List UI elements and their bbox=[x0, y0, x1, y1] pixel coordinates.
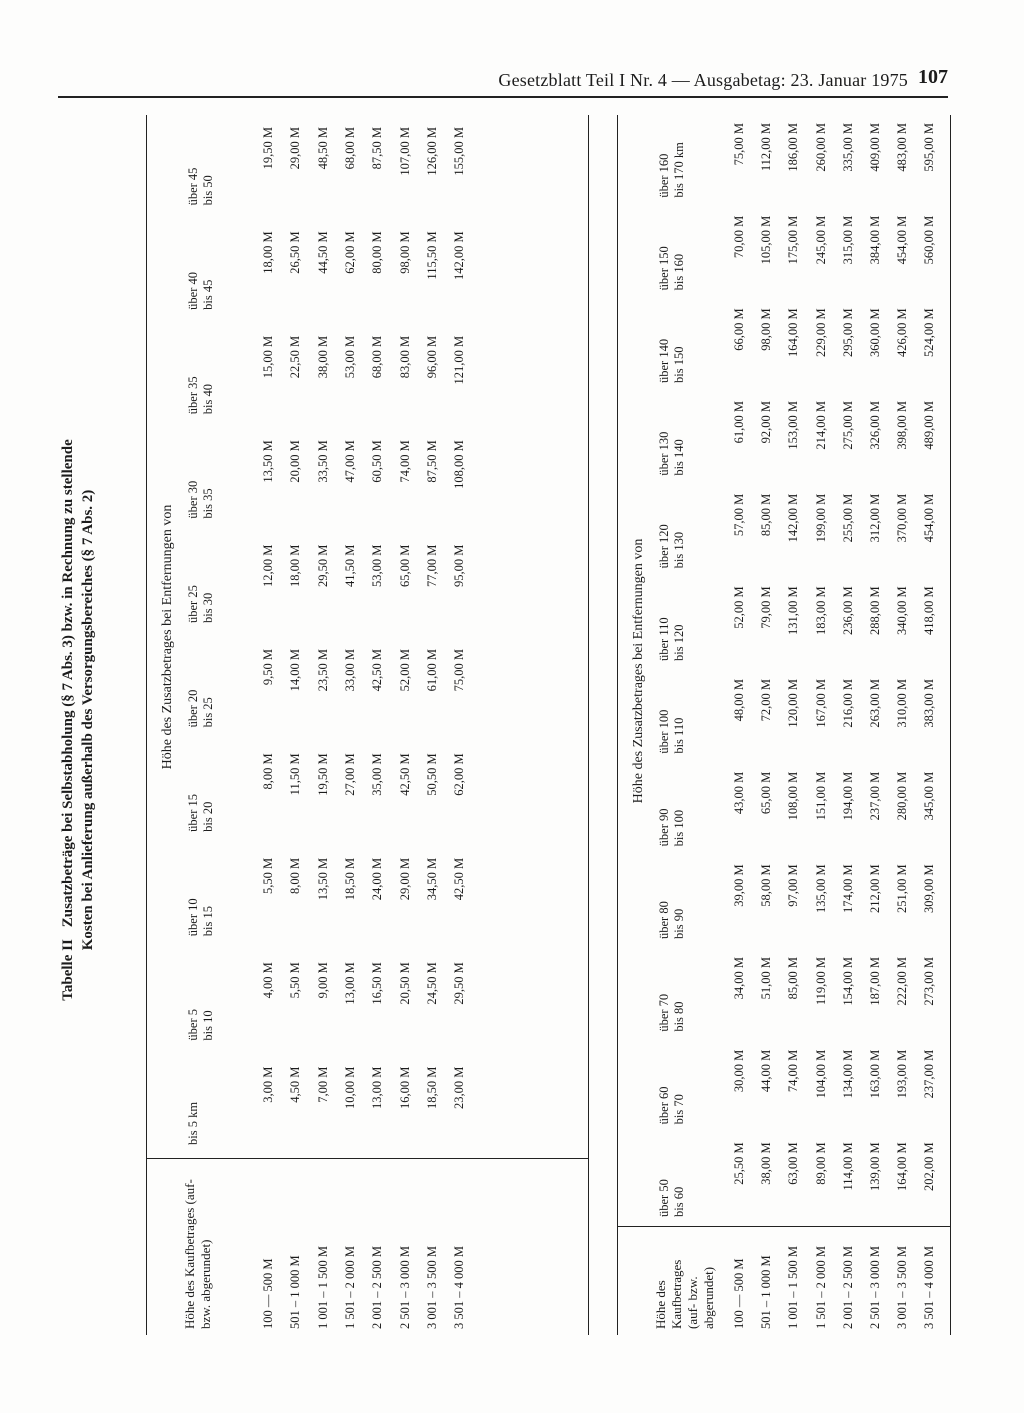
table-cell-value: 42,50 M bbox=[370, 649, 385, 692]
table-cell-value: 19,50 M bbox=[261, 127, 275, 170]
row-label-purchase-amount: 3 001 – 3 500 M bbox=[424, 1246, 439, 1329]
table-cell-value: 163,00 M bbox=[868, 1049, 882, 1099]
table-cell-value: 383,00 M bbox=[922, 679, 937, 728]
table-cell-value: 409,00 M bbox=[868, 123, 882, 172]
column-header: über 45 bis 50 bbox=[186, 167, 215, 206]
table-cell-value: 398,00 M bbox=[895, 401, 910, 450]
column-header: über 40 bis 45 bbox=[186, 271, 215, 310]
table-cell-value: 199,00 M bbox=[813, 493, 828, 543]
table-cell-value: 7,00 M bbox=[315, 1066, 330, 1103]
table-cell-value: 83,00 M bbox=[397, 335, 412, 379]
table-cell-value: 114,00 M bbox=[840, 1142, 855, 1191]
table-cell-value: 273,00 M bbox=[922, 957, 937, 1006]
table-cell-value: 175,00 M bbox=[786, 215, 801, 265]
table-cell-value: 13,50 M bbox=[315, 857, 330, 901]
row-label-purchase-amount: 100 — 500 M bbox=[261, 1258, 275, 1329]
table-cell-value: 236,00 M bbox=[840, 586, 855, 635]
table-cell-value: 4,00 M bbox=[261, 962, 275, 999]
table-cell-value: 229,00 M bbox=[813, 308, 828, 357]
table-cell-value: 42,50 M bbox=[397, 753, 412, 796]
table-cell-value: 61,00 M bbox=[732, 401, 746, 444]
column-header: über 110 bis 120 bbox=[657, 617, 686, 661]
caption-line-2: Kosten bei Anlieferung außerhalb des Versorgungsbereiches (§ 7 Abs. 2) bbox=[80, 489, 96, 951]
caption-line-1: Zusatzbeträge bei Selbstabholung (§ 7 Abs. 3) bzw. in Rechnung zu stellende bbox=[60, 439, 76, 928]
table-cell-value: 151,00 M bbox=[813, 771, 828, 821]
table-cell-value: 164,00 M bbox=[786, 308, 801, 357]
table-cell-value: 23,00 M bbox=[452, 1066, 467, 1109]
table-cell-value: 68,00 M bbox=[370, 335, 385, 379]
table-cell-value: 44,00 M bbox=[759, 1049, 774, 1093]
table-cell-value: 335,00 M bbox=[840, 123, 855, 172]
row-header-divider bbox=[146, 1158, 588, 1159]
header-rule bbox=[58, 96, 948, 98]
table-cell-value: 53,00 M bbox=[342, 335, 357, 379]
table-cell-value: 326,00 M bbox=[868, 401, 882, 450]
column-header: über 160 bis 170 km bbox=[657, 142, 686, 198]
table-cell-value: 65,00 M bbox=[759, 771, 774, 815]
column-header: über 80 bis 90 bbox=[657, 901, 686, 939]
table-cell-value: 33,50 M bbox=[315, 440, 330, 483]
column-header: über 50 bis 60 bbox=[657, 1179, 686, 1217]
row-header-label: Höhe des Kaufbetrages (auf- bzw. abgerundet) bbox=[182, 1179, 213, 1329]
table-distances-50-to-170km bbox=[617, 115, 950, 1335]
table-cell-value: 12,00 M bbox=[261, 544, 275, 587]
table-cell-value: 5,50 M bbox=[288, 962, 303, 999]
table-cell-value: 8,00 M bbox=[261, 753, 275, 790]
table-cell-value: 202,00 M bbox=[922, 1142, 937, 1191]
table-cell-value: 8,00 M bbox=[288, 857, 303, 894]
table-cell-value: 74,00 M bbox=[786, 1049, 801, 1093]
table-cell-value: 142,00 M bbox=[786, 493, 801, 543]
table-top-rule bbox=[146, 115, 147, 1335]
table-cell-value: 27,00 M bbox=[342, 753, 357, 796]
table-cell-value: 167,00 M bbox=[813, 679, 828, 728]
table-cell-value: 107,00 M bbox=[397, 127, 412, 176]
table-cell-value: 62,00 M bbox=[342, 231, 357, 274]
table-cell-value: 370,00 M bbox=[895, 493, 910, 543]
table-cell-value: 194,00 M bbox=[840, 771, 855, 821]
table-cell-value: 183,00 M bbox=[813, 586, 828, 635]
column-group-header: Höhe des Zusatzbetrages bei Entfernungen von bbox=[631, 538, 646, 804]
table-cell-value: 245,00 M bbox=[813, 215, 828, 265]
table-cell-value: 360,00 M bbox=[868, 308, 882, 357]
table-cell-value: 75,00 M bbox=[732, 123, 746, 166]
table-cell-value: 9,50 M bbox=[261, 649, 275, 686]
table-cell-value: 260,00 M bbox=[813, 123, 828, 172]
table-cell-value: 134,00 M bbox=[840, 1049, 855, 1099]
table-cell-value: 38,00 M bbox=[315, 335, 330, 379]
table-cell-value: 98,00 M bbox=[397, 231, 412, 274]
table-cell-value: 384,00 M bbox=[868, 215, 882, 265]
table-cell-value: 108,00 M bbox=[786, 771, 801, 821]
row-label-purchase-amount: 3 001 – 3 500 M bbox=[895, 1246, 910, 1329]
table-cell-value: 312,00 M bbox=[868, 493, 882, 543]
table-cell-value: 11,50 M bbox=[288, 753, 303, 796]
table-cell-value: 25,50 M bbox=[732, 1142, 746, 1185]
table-cell-value: 50,50 M bbox=[424, 753, 439, 796]
table-cell-value: 108,00 M bbox=[452, 440, 467, 489]
table-cell-value: 237,00 M bbox=[868, 771, 882, 821]
table-cell-value: 310,00 M bbox=[895, 679, 910, 728]
row-header-label: Höhe des Kaufbetrages (auf- bzw. abgerundet) bbox=[653, 1259, 716, 1329]
table-cell-value: 23,50 M bbox=[315, 649, 330, 692]
table-cell-value: 153,00 M bbox=[786, 401, 801, 450]
table-cell-value: 174,00 M bbox=[840, 864, 855, 913]
table-cell-value: 255,00 M bbox=[840, 493, 855, 543]
table-cell-value: 340,00 M bbox=[895, 586, 910, 635]
column-group-header: Höhe des Zusatzbetrages bei Entfernungen von bbox=[160, 504, 175, 770]
table-cell-value: 79,00 M bbox=[759, 586, 774, 629]
table-cell-value: 214,00 M bbox=[813, 401, 828, 450]
table-cell-value: 315,00 M bbox=[840, 215, 855, 265]
row-label-purchase-amount: 2 001 – 2 500 M bbox=[840, 1246, 855, 1329]
table-cell-value: 139,00 M bbox=[868, 1142, 882, 1191]
row-label-purchase-amount: 501 – 1 000 M bbox=[288, 1255, 303, 1329]
table-cell-value: 16,50 M bbox=[370, 962, 385, 1005]
column-header: über 10 bis 15 bbox=[186, 898, 215, 937]
table-cell-value: 5,50 M bbox=[261, 857, 275, 894]
table-cell-value: 135,00 M bbox=[813, 864, 828, 913]
table-cell-value: 295,00 M bbox=[840, 308, 855, 357]
table-cell-value: 309,00 M bbox=[922, 864, 937, 913]
table-cell-value: 87,50 M bbox=[370, 127, 385, 170]
table-cell-value: 85,00 M bbox=[759, 493, 774, 537]
table-cell-value: 29,00 M bbox=[397, 857, 412, 901]
table-cell-value: 186,00 M bbox=[786, 123, 801, 172]
table-cell-value: 154,00 M bbox=[840, 957, 855, 1006]
column-header: über 35 bis 40 bbox=[186, 376, 215, 415]
row-label-purchase-amount: 2 001 – 2 500 M bbox=[370, 1246, 385, 1329]
column-header: über 15 bis 20 bbox=[186, 793, 215, 832]
table-cell-value: 119,00 M bbox=[813, 957, 828, 1006]
table-cell-value: 53,00 M bbox=[370, 544, 385, 587]
table-top-rule bbox=[617, 115, 618, 1335]
table-cell-value: 426,00 M bbox=[895, 308, 910, 357]
column-header: über 5 bis 10 bbox=[186, 1009, 215, 1041]
table-cell-value: 18,00 M bbox=[261, 231, 275, 274]
column-header: über 20 bis 25 bbox=[186, 689, 215, 728]
table-cell-value: 34,50 M bbox=[424, 857, 439, 901]
row-label-purchase-amount: 3 501 – 4 000 M bbox=[452, 1246, 467, 1329]
table-cell-value: 16,00 M bbox=[397, 1066, 412, 1109]
table-cell-value: 288,00 M bbox=[868, 586, 882, 635]
table-cell-value: 263,00 M bbox=[868, 679, 882, 728]
table-cell-value: 24,50 M bbox=[424, 962, 439, 1005]
table-cell-value: 345,00 M bbox=[922, 771, 937, 821]
table-cell-value: 26,50 M bbox=[288, 231, 303, 274]
table-cell-value: 57,00 M bbox=[732, 493, 746, 537]
table-cell-value: 65,00 M bbox=[397, 544, 412, 587]
row-label-purchase-amount: 1 501 – 2 000 M bbox=[813, 1246, 828, 1329]
column-header: über 120 bis 130 bbox=[657, 524, 686, 569]
table-cell-value: 52,00 M bbox=[732, 586, 746, 629]
table-cell-value: 251,00 M bbox=[895, 864, 910, 913]
table-cell-value: 68,00 M bbox=[342, 127, 357, 170]
table-cell-value: 22,50 M bbox=[288, 335, 303, 379]
table-cell-value: 193,00 M bbox=[895, 1049, 910, 1099]
table-cell-value: 75,00 M bbox=[452, 649, 467, 692]
column-header: über 60 bis 70 bbox=[657, 1086, 686, 1125]
table-caption bbox=[58, 110, 118, 1330]
column-header: über 140 bis 150 bbox=[657, 338, 686, 383]
table-cell-value: 29,50 M bbox=[315, 544, 330, 587]
table-cell-value: 13,00 M bbox=[370, 1066, 385, 1109]
table-cell-value: 20,00 M bbox=[288, 440, 303, 483]
table-cell-value: 62,00 M bbox=[452, 753, 467, 796]
table-cell-value: 96,00 M bbox=[424, 335, 439, 379]
table-cell-value: 44,50 M bbox=[315, 231, 330, 274]
table-bottom-rule bbox=[588, 115, 589, 1335]
table-cell-value: 105,00 M bbox=[759, 215, 774, 265]
page-header-title: Gesetzblatt Teil I Nr. 4 — Ausgabetag: 23. Januar 1975 bbox=[498, 70, 908, 90]
table-cell-value: 13,50 M bbox=[261, 440, 275, 483]
row-label-purchase-amount: 501 – 1 000 M bbox=[759, 1255, 774, 1329]
table-cell-value: 74,00 M bbox=[397, 440, 412, 483]
table-cell-value: 97,00 M bbox=[786, 864, 801, 907]
row-label-purchase-amount: 1 001 – 1 500 M bbox=[786, 1246, 801, 1329]
table-cell-value: 48,50 M bbox=[315, 127, 330, 170]
column-header: über 70 bis 80 bbox=[657, 993, 686, 1032]
table-cell-value: 98,00 M bbox=[759, 308, 774, 351]
table-cell-value: 222,00 M bbox=[895, 957, 910, 1006]
table-cell-value: 121,00 M bbox=[452, 335, 467, 385]
table-cell-value: 3,00 M bbox=[261, 1066, 275, 1103]
table-cell-value: 142,00 M bbox=[452, 231, 467, 281]
table-cell-value: 155,00 M bbox=[452, 127, 467, 176]
table-cell-value: 38,00 M bbox=[759, 1142, 774, 1185]
table-cell-value: 4,50 M bbox=[288, 1066, 303, 1103]
table-cell-value: 18,50 M bbox=[342, 857, 357, 901]
table-cell-value: 60,50 M bbox=[370, 440, 385, 483]
table-cell-value: 560,00 M bbox=[922, 215, 937, 265]
table-cell-value: 70,00 M bbox=[732, 215, 746, 259]
table-cell-value: 418,00 M bbox=[922, 586, 937, 635]
table-cell-value: 51,00 M bbox=[759, 957, 774, 1000]
table-cell-value: 489,00 M bbox=[922, 401, 937, 450]
table-cell-value: 33,00 M bbox=[342, 649, 357, 692]
table-cell-value: 237,00 M bbox=[922, 1049, 937, 1099]
column-header: über 30 bis 35 bbox=[186, 480, 215, 519]
column-header: über 90 bis 100 bbox=[657, 808, 686, 847]
row-label-purchase-amount: 2 501 – 3 000 M bbox=[397, 1246, 412, 1329]
table-cell-value: 87,50 M bbox=[424, 440, 439, 483]
table-cell-value: 92,00 M bbox=[759, 401, 774, 444]
table-cell-value: 454,00 M bbox=[895, 215, 910, 265]
column-header: über 150 bis 160 bbox=[657, 246, 686, 291]
table-cell-value: 104,00 M bbox=[813, 1049, 828, 1099]
table-cell-value: 9,00 M bbox=[315, 962, 330, 999]
table-cell-value: 47,00 M bbox=[342, 440, 357, 483]
table-cell-value: 18,00 M bbox=[288, 544, 303, 587]
table-cell-value: 595,00 M bbox=[922, 123, 937, 172]
table-cell-value: 52,00 M bbox=[397, 649, 412, 692]
table-cell-value: 18,50 M bbox=[424, 1066, 439, 1109]
table-cell-value: 187,00 M bbox=[868, 957, 882, 1006]
row-label-purchase-amount: 1 501 – 2 000 M bbox=[342, 1246, 357, 1329]
column-header: über 25 bis 30 bbox=[186, 585, 215, 623]
table-cell-value: 85,00 M bbox=[786, 957, 801, 1000]
table-cell-value: 72,00 M bbox=[759, 679, 774, 722]
column-header: über 100 bis 110 bbox=[657, 709, 686, 754]
table-cell-value: 43,00 M bbox=[732, 771, 746, 815]
table-cell-value: 19,50 M bbox=[315, 753, 330, 796]
table-cell-value: 15,00 M bbox=[261, 335, 275, 379]
table-cell-value: 35,00 M bbox=[370, 753, 385, 796]
column-header: bis 5 km bbox=[186, 1101, 200, 1145]
table-cell-value: 41,50 M bbox=[342, 544, 357, 587]
table-cell-value: 524,00 M bbox=[922, 308, 937, 357]
table-cell-value: 112,00 M bbox=[759, 123, 774, 172]
table-cell-value: 29,00 M bbox=[288, 127, 303, 170]
table-cell-value: 24,00 M bbox=[370, 857, 385, 901]
table-cell-value: 20,50 M bbox=[397, 962, 412, 1005]
page-number: 107 bbox=[918, 66, 948, 88]
table-cell-value: 164,00 M bbox=[895, 1142, 910, 1191]
table-cell-value: 483,00 M bbox=[895, 123, 910, 172]
table-cell-value: 63,00 M bbox=[786, 1142, 801, 1185]
table-cell-value: 275,00 M bbox=[840, 401, 855, 450]
table-cell-value: 34,00 M bbox=[732, 957, 746, 1000]
table-cell-value: 61,00 M bbox=[424, 649, 439, 692]
table-cell-value: 66,00 M bbox=[732, 308, 746, 351]
table-cell-value: 131,00 M bbox=[786, 586, 801, 635]
table-cell-value: 454,00 M bbox=[922, 493, 937, 543]
table-cell-value: 13,00 M bbox=[342, 962, 357, 1005]
table-bottom-rule bbox=[950, 115, 951, 1335]
table-cell-value: 80,00 M bbox=[370, 231, 385, 274]
table-cell-value: 95,00 M bbox=[452, 544, 467, 587]
table-cell-value: 10,00 M bbox=[342, 1066, 357, 1109]
table-cell-value: 89,00 M bbox=[813, 1142, 828, 1185]
caption-tag: Tabelle II bbox=[60, 939, 76, 1001]
table-cell-value: 39,00 M bbox=[732, 864, 746, 907]
table-cell-value: 48,00 M bbox=[732, 679, 746, 722]
column-header: über 130 bis 140 bbox=[657, 431, 686, 476]
row-label-purchase-amount: 3 501 – 4 000 M bbox=[922, 1246, 937, 1329]
table-cell-value: 42,50 M bbox=[452, 857, 467, 901]
table-cell-value: 30,00 M bbox=[732, 1049, 746, 1093]
table-distances-up-to-50km bbox=[146, 115, 588, 1335]
row-label-purchase-amount: 1 001 – 1 500 M bbox=[315, 1246, 330, 1329]
table-cell-value: 115,50 M bbox=[424, 231, 439, 280]
table-cell-value: 216,00 M bbox=[840, 679, 855, 728]
table-cell-value: 126,00 M bbox=[424, 127, 439, 176]
row-label-purchase-amount: 2 501 – 3 000 M bbox=[868, 1246, 882, 1329]
row-label-purchase-amount: 100 — 500 M bbox=[732, 1258, 746, 1329]
table-cell-value: 212,00 M bbox=[868, 864, 882, 913]
table-cell-value: 58,00 M bbox=[759, 864, 774, 907]
table-cell-value: 77,00 M bbox=[424, 544, 439, 587]
table-cell-value: 14,00 M bbox=[288, 649, 303, 692]
table-cell-value: 29,50 M bbox=[452, 962, 467, 1005]
table-cell-value: 280,00 M bbox=[895, 771, 910, 821]
table-cell-value: 120,00 M bbox=[786, 679, 801, 728]
